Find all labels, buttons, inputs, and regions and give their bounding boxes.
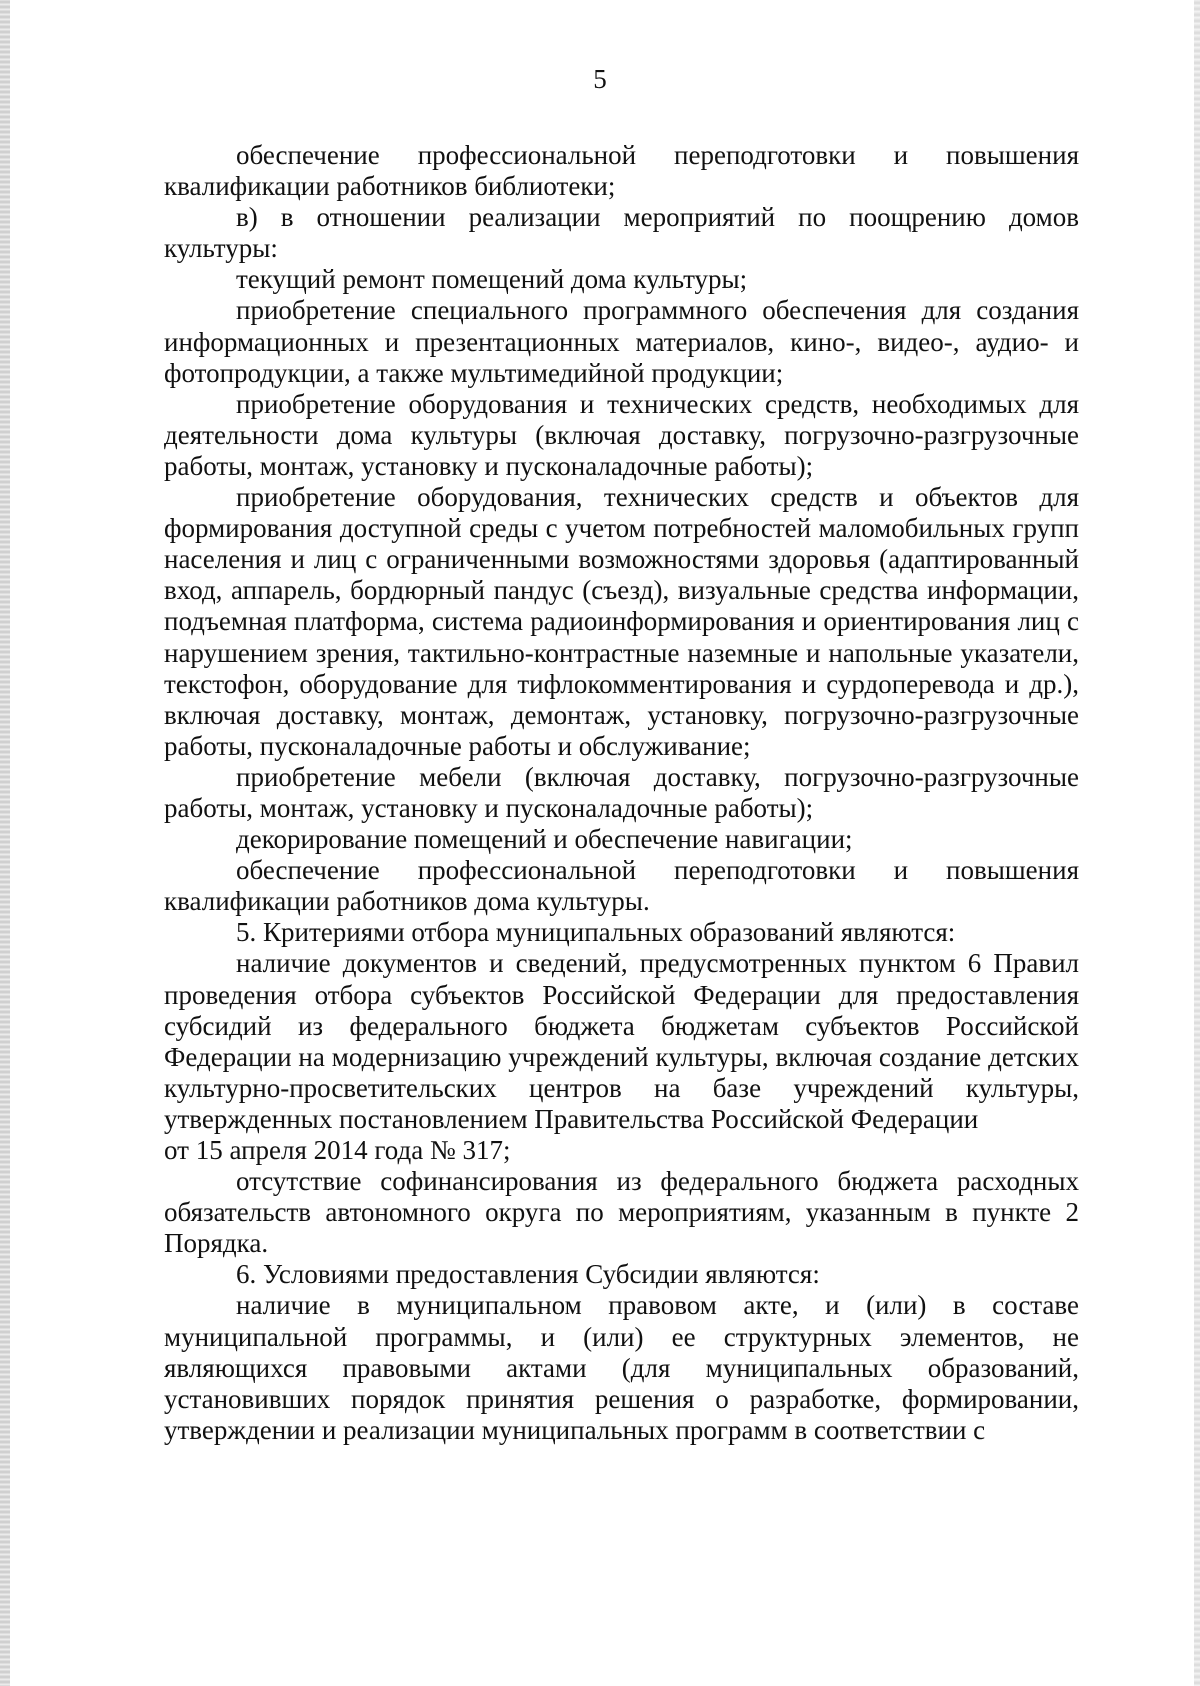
paragraph: обеспечение профессиональной переподготовки и повышения квалификации работников дома культуры. [164, 855, 1079, 917]
paragraph: приобретение оборудования и технических средств, необходимых для деятельности дома культуры (включая доставку, погрузочно-разгрузочные работы, монтаж, установку и пусконаладочные работы); [164, 388, 1079, 481]
scan-edge-right [1194, 0, 1200, 1686]
document-body [164, 140, 1079, 1446]
paragraph: в) в отношении реализации мероприятий по поощрению домов культуры: [164, 202, 1079, 264]
paragraph: наличие в муниципальном правовом акте, и (или) в составе муниципальной программы, и (или) ее структурных элементов, не являющихся правовыми актами (для муниципальных образований, установивших порядок принятия решения о разработке, формировании, утверждении и реализации муниципальных программ в соответствии с [164, 1290, 1079, 1445]
paragraph: от 15 апреля 2014 года № 317; [164, 1135, 511, 1165]
paragraph: обеспечение профессиональной переподготовки и повышения квалификации работников библиотеки; [164, 140, 1079, 202]
paragraph: наличие документов и сведений, предусмотренных пунктом 6 Правил проведения отбора субъектов Российской Федерации для предоставления субсидий из федерального бюджета бюджетам субъектов Российской Федерации на модернизацию учреждений культуры, включая создание детских культурно-просветительских центров на базе учреждений культуры, утвержденных постановлением Правительства Российской Федерации [164, 948, 1079, 1134]
scan-edge-left [0, 0, 10, 1686]
paragraph: 6. Условиями предоставления Субсидии являются: [236, 1259, 820, 1290]
paragraph: приобретение оборудования, технических средств и объектов для формирования доступной среды с учетом потребностей маломобильных групп населения и лиц с ограниченными возможностями здоровья (адаптированный вход, аппарель, бордюрный пандус (съезд), визуальные средства информации, подъемная платформа, система радиоинформирования и ориентирования лиц с нарушением зрения, тактильно-контрастные наземные и напольные указатели, текстофон, оборудование для тифлокомментирования и сурдоперевода и др.), включая доставку, монтаж, демонтаж, установку, погрузочно-разгрузочные работы, пусконаладочные работы и обслуживание; [164, 482, 1079, 761]
paragraph: 5. Критериями отбора муниципальных образований являются: [236, 917, 956, 948]
page-number: 5 [593, 64, 607, 94]
paragraph: приобретение специального программного обеспечения для создания информационных и презентационных материалов, кино-, видео-, аудио- и фотопродукции, а также мультимедийной продукции; [164, 295, 1079, 388]
paragraph: отсутствие софинансирования из федерального бюджета расходных обязательств автономного округа по мероприятиям, указанным в пункте 2 Порядка. [164, 1166, 1079, 1259]
paragraph: текущий ремонт помещений дома культуры; [236, 264, 748, 295]
paragraph: декорирование помещений и обеспечение навигации; [236, 824, 853, 855]
paragraph: приобретение мебели (включая доставку, погрузочно-разгрузочные работы, монтаж, установку и пусконаладочные работы); [164, 761, 1079, 823]
